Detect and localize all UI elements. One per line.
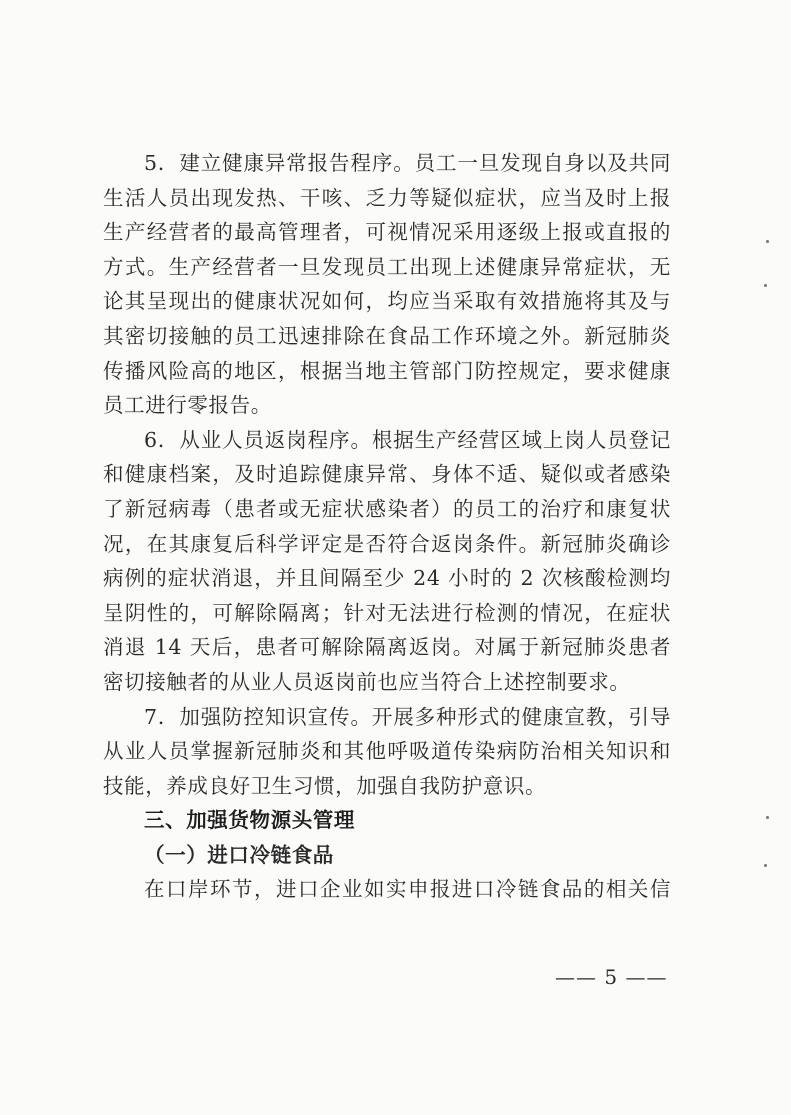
- document-body: [103, 146, 671, 907]
- scan-speck-icon: [764, 864, 767, 867]
- page-number: —— 5 ——: [555, 965, 668, 989]
- paragraph-return-to-work: 6．从业人员返岗程序。根据生产经营区域上岗人员登记和健康档案，及时追踪健康异常、身体不适、疑似或者感染了新冠病毒（患者或无症状感染者）的员工的治疗和康复状况，在其康复后科学评定是否符合返岗条件。新冠肺炎确诊病例的症状消退，并且间隔至少 24 小时的 2 次核酸检测均呈阴性的，可解除隔离；针对无法进行检测的情况，在症状消退 14 天后，患者可解除隔离返岗。对属于新冠肺炎患者密切接触者的从业人员返岗前也应当符合上述控制要求。: [103, 427, 671, 694]
- paragraph-port-declaration: 在口岸环节，进口企业如实申报进口冷链食品的相关信: [144, 877, 671, 902]
- section-heading-source-management: 三、加强货物源头管理: [144, 808, 355, 833]
- scan-speck-icon: [764, 284, 767, 287]
- paragraph-health-report: 5．建立健康异常报告程序。员工一旦发现自身以及共同生活人员出现发热、干咳、乏力等疑似症状，应当及时上报生产经营者的最高管理者，可视情况采用逐级上报或直报的方式。生产经营者一旦发现员工出现上述健康异常症状，无论其呈现出的健康状况如何，均应当采取有效措施将其及与其密切接触的员工迅速排除在食品工作环境之外。新冠肺炎传播风险高的地区，根据当地主管部门防控规定，要求健康员工进行零报告。: [103, 151, 671, 418]
- subsection-heading-imported-cold-chain: （一）进口冷链食品: [144, 842, 334, 867]
- scan-speck-icon: [766, 816, 769, 819]
- paragraph-knowledge-promotion: 7．加强防控知识宣传。开展多种形式的健康宣教，引导从业人员掌握新冠肺炎和其他呼吸道传染病防治相关知识和技能，养成良好卫生习惯，加强自我防护意识。: [103, 704, 671, 798]
- scan-speck-icon: [766, 240, 769, 243]
